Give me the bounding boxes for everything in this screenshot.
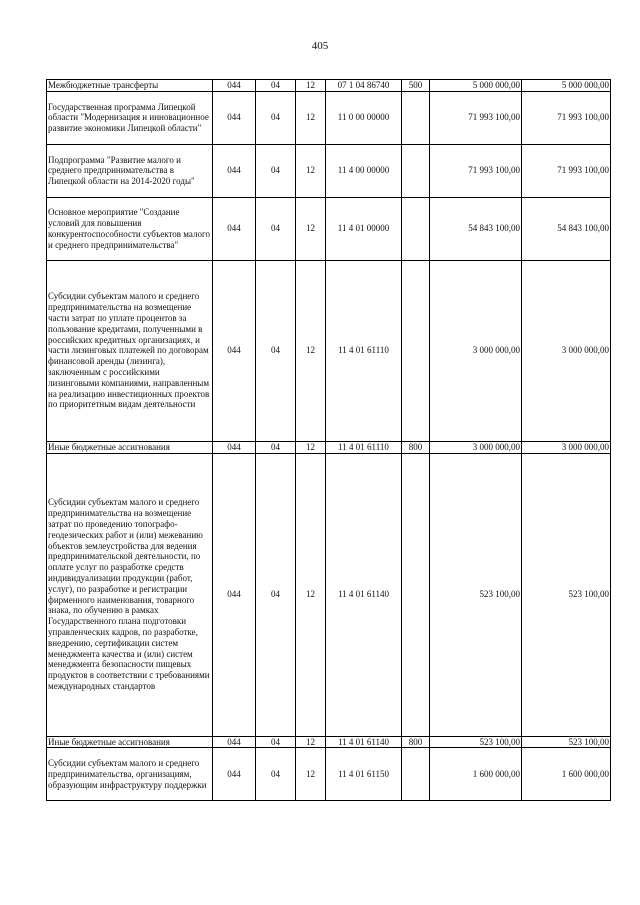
amount-year2-cell: 523 100,00 (522, 453, 611, 736)
row-name-cell: Межбюджетные трансферты (47, 80, 213, 92)
section-code-cell: 04 (256, 748, 296, 801)
target-article-cell: 11 4 01 61110 (326, 260, 402, 441)
expense-type-cell: 800 (402, 736, 430, 748)
ministry-code-cell: 044 (213, 748, 256, 801)
section-code-cell: 04 (256, 441, 296, 453)
row-name-cell: Основное мероприятие "Создание условий для повышения конкурентоспособности субъектов малого и среднего предпринимательства" (47, 197, 213, 260)
amount-year2-cell: 71 993 100,00 (522, 91, 611, 144)
subsection-code-cell: 12 (296, 144, 326, 197)
table-row (47, 453, 611, 736)
amount-year1-cell: 54 843 100,00 (430, 197, 522, 260)
amount-year1-cell: 1 600 000,00 (430, 748, 522, 801)
target-article-cell: 11 4 01 00000 (326, 197, 402, 260)
section-code-cell: 04 (256, 144, 296, 197)
expense-type-cell: 800 (402, 441, 430, 453)
expense-type-cell (402, 748, 430, 801)
ministry-code-cell: 044 (213, 441, 256, 453)
row-name-cell: Иные бюджетные ассигнования (47, 736, 213, 748)
target-article-cell: 11 4 01 61140 (326, 736, 402, 748)
row-name-cell: Субсидии субъектам малого и среднего предпринимательства на возмещение части затрат по уплате процентов за пользование кредитами, полученными в российских кредитных организациях, и части лизинговых платежей по договорам финансовой аренды (лизинга), заключенным с российскими лизинговыми компаниями, направленным на реализацию инвестиционных проектов по приоритетным видам деятельности (47, 260, 213, 441)
amount-year2-cell: 1 600 000,00 (522, 748, 611, 801)
section-code-cell: 04 (256, 197, 296, 260)
amount-year1-cell: 71 993 100,00 (430, 144, 522, 197)
ministry-code-cell: 044 (213, 144, 256, 197)
table-row (47, 260, 611, 441)
target-article-cell: 11 4 01 61150 (326, 748, 402, 801)
ministry-code-cell: 044 (213, 453, 256, 736)
row-name-cell: Подпрограмма "Развитие малого и среднего предпринимательства в Липецкой области на 2014-2020 годы" (47, 144, 213, 197)
expense-type-cell (402, 453, 430, 736)
section-code-cell: 04 (256, 453, 296, 736)
row-name-cell: Субсидии субъектам малого и среднего предпринимательства на возмещение затрат по проведению топографо-геодезических работ и (или) межеванию объектов землеустройства для ведения предпринимательской деятельности, по оплате услуг по разработке средств индивидуализации продукции (работ, услуг), по разработке и регистрации фирменного наименования, товарного знака, по обучению в рамках Государственного плана подготовки управленческих кадров, по разработке, внедрению, сертификации систем менеджмента качества и (или) систем менеджмента безопасности пищевых продуктов в соответствии с требованиями международных стандартов (47, 453, 213, 736)
subsection-code-cell: 12 (296, 91, 326, 144)
amount-year1-cell: 71 993 100,00 (430, 91, 522, 144)
budget-table (46, 79, 611, 801)
amount-year2-cell: 54 843 100,00 (522, 197, 611, 260)
expense-type-cell (402, 144, 430, 197)
table-row (47, 441, 611, 453)
subsection-code-cell: 12 (296, 197, 326, 260)
table-row (47, 80, 611, 92)
ministry-code-cell: 044 (213, 260, 256, 441)
amount-year2-cell: 71 993 100,00 (522, 144, 611, 197)
target-article-cell: 11 4 01 61140 (326, 453, 402, 736)
ministry-code-cell: 044 (213, 91, 256, 144)
page-number: 405 (311, 40, 329, 52)
subsection-code-cell: 12 (296, 441, 326, 453)
amount-year1-cell: 523 100,00 (430, 736, 522, 748)
amount-year2-cell: 3 000 000,00 (522, 260, 611, 441)
ministry-code-cell: 044 (213, 80, 256, 92)
row-name-cell: Государственная программа Липецкой области "Модернизация и инновационное развитие экономики Липецкой области" (47, 91, 213, 144)
section-code-cell: 04 (256, 260, 296, 441)
expense-type-cell (402, 197, 430, 260)
ministry-code-cell: 044 (213, 197, 256, 260)
expense-type-cell (402, 91, 430, 144)
target-article-cell: 07 1 04 86740 (326, 80, 402, 92)
subsection-code-cell: 12 (296, 260, 326, 441)
amount-year2-cell: 3 000 000,00 (522, 441, 611, 453)
table-row (47, 144, 611, 197)
table-row (47, 197, 611, 260)
target-article-cell: 11 0 00 00000 (326, 91, 402, 144)
budget-table-body (47, 80, 611, 801)
subsection-code-cell: 12 (296, 736, 326, 748)
section-code-cell: 04 (256, 91, 296, 144)
ministry-code-cell: 044 (213, 736, 256, 748)
target-article-cell: 11 4 01 61110 (326, 441, 402, 453)
table-row (47, 91, 611, 144)
expense-type-cell: 500 (402, 80, 430, 92)
amount-year1-cell: 3 000 000,00 (430, 441, 522, 453)
subsection-code-cell: 12 (296, 748, 326, 801)
row-name-cell: Субсидии субъектам малого и среднего предпринимательства, организациям, образующим инфраструктуру поддержки (47, 748, 213, 801)
table-row (47, 736, 611, 748)
amount-year1-cell: 5 000 000,00 (430, 80, 522, 92)
target-article-cell: 11 4 00 00000 (326, 144, 402, 197)
amount-year1-cell: 523 100,00 (430, 453, 522, 736)
section-code-cell: 04 (256, 736, 296, 748)
row-name-cell: Иные бюджетные ассигнования (47, 441, 213, 453)
subsection-code-cell: 12 (296, 453, 326, 736)
expense-type-cell (402, 260, 430, 441)
amount-year2-cell: 5 000 000,00 (522, 80, 611, 92)
amount-year2-cell: 523 100,00 (522, 736, 611, 748)
section-code-cell: 04 (256, 80, 296, 92)
amount-year1-cell: 3 000 000,00 (430, 260, 522, 441)
table-row (47, 748, 611, 801)
subsection-code-cell: 12 (296, 80, 326, 92)
